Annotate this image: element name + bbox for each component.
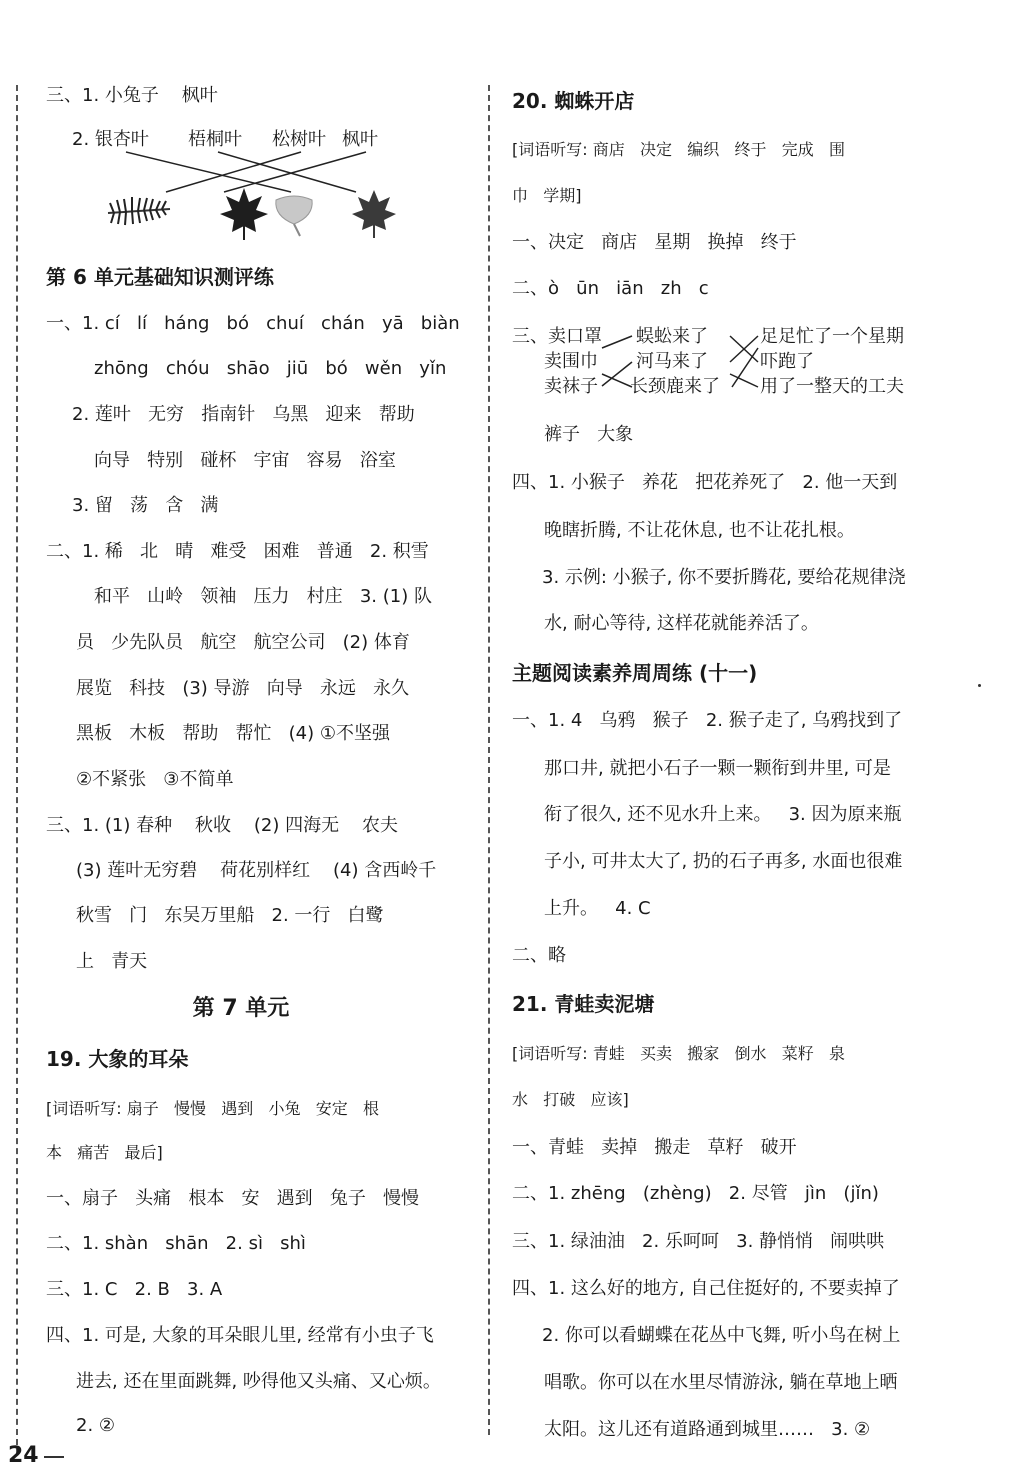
answer-line: 上 青天	[76, 951, 148, 972]
match-item: 长颈鹿来了	[630, 376, 720, 397]
lesson-title: 21. 青蛙卖泥塘	[512, 992, 655, 1016]
answer-line: 一、决定 商店 星期 换掉 终于	[512, 232, 797, 253]
answer-line: 四、1. 这么好的地方, 自己住挺好的, 不要卖掉了	[512, 1278, 900, 1299]
match-item: 卖围巾	[544, 351, 598, 372]
matching-line	[602, 374, 632, 387]
answer-line: 黑板 木板 帮助 帮忙 (4) ①不坚强	[76, 723, 391, 744]
answer-line: 一、青蛙 卖掉 搬走 草籽 破开	[512, 1137, 797, 1158]
pine-branch-icon	[108, 197, 170, 225]
matching-line	[218, 152, 356, 192]
answer-line: 二、略	[512, 945, 566, 966]
match-item: 用了一整天的工夫	[760, 376, 904, 397]
unit-title: 第 7 单元	[192, 996, 290, 1021]
answer-line: 秋雪 门 东吴万里船 2. 一行 白鹭	[76, 905, 384, 926]
matching-label: 枫叶	[342, 129, 378, 150]
matching-line	[126, 152, 291, 192]
answer-line: 那口井, 就把小石子一颗一颗衔到井里, 可是	[544, 758, 891, 779]
answer-line: 四、1. 可是, 大象的耳朵眼儿里, 经常有小虫子飞	[46, 1325, 434, 1346]
answer-line: 裤子 大象	[544, 424, 634, 445]
match-item: 卖袜子	[544, 376, 598, 397]
answer-line: 2. ②	[76, 1415, 116, 1436]
answer-line: 二、1. 稀 北 晴 难受 困难 普通 2. 积雪	[46, 541, 429, 562]
answer-line: 展览 科技 (3) 导游 向导 永远 永久	[76, 678, 410, 699]
dictation-line: 本 痛苦 最后]	[46, 1143, 163, 1162]
answer-line: 三、1. C 2. B 3. A	[46, 1279, 223, 1300]
match-item: 河马来了	[636, 351, 708, 372]
maple-leaf-icon	[352, 190, 396, 238]
answer-line: 唱歌。你可以在水里尽情游泳, 躺在草地上晒	[544, 1372, 898, 1393]
dictation-line: [词语听写: 商店 决定 编织 终于 完成 围	[512, 140, 846, 159]
leaf-matching-figure	[46, 148, 466, 248]
stray-dot	[978, 684, 981, 687]
ginkgo-leaf-icon	[276, 196, 312, 236]
answer-line: ②不紧张 ③不简单	[76, 769, 234, 790]
page-number-dash	[44, 1456, 64, 1458]
answer-line: 进去, 还在里面跳舞, 吵得他又头痛、又心烦。	[76, 1371, 441, 1392]
answer-line: 太阳。这儿还有道路通到城里…… 3. ②	[544, 1419, 871, 1440]
answer-line: 一、1. cí lí háng bó chuí chán yā biàn	[46, 313, 460, 334]
answer-line: 三、1. 小兔子 枫叶	[46, 85, 218, 106]
dictation-line: 水 打破 应该]	[512, 1090, 629, 1109]
answer-line: zhōng chóu shāo jiū bó wěn yǐn	[94, 358, 447, 379]
answer-line: 水, 耐心等待, 这样花就能养活了。	[544, 613, 819, 634]
lesson-title: 19. 大象的耳朵	[46, 1047, 189, 1071]
answer-line: 四、1. 小猴子 养花 把花养死了 2. 他一天到	[512, 472, 898, 493]
answer-line: 三、1. (1) 春种 秋收 (2) 四海无 农夫	[46, 815, 398, 836]
answer-line: 2. 你可以看蝴蝶在花丛中飞舞, 听小鸟在树上	[542, 1325, 901, 1346]
matching-line	[224, 152, 366, 192]
matching-label: 梧桐叶	[188, 129, 242, 150]
maple-leaf-icon	[220, 188, 268, 240]
lesson-title: 20. 蜘蛛开店	[512, 89, 635, 113]
answer-line: 晚瞎折腾, 不让花休息, 也不让花扎根。	[544, 520, 855, 541]
answer-line: 上升。 4. C	[544, 898, 651, 919]
answer-line: 3. 留 荡 含 满	[72, 495, 219, 516]
answer-line: 三、1. 绿油油 2. 乐呵呵 3. 静悄悄 闹哄哄	[512, 1231, 885, 1252]
answer-line: 一、扇子 头痛 根本 安 遇到 兔子 慢慢	[46, 1188, 419, 1209]
answer-line: 衔了很久, 还不见水升上来。 3. 因为原来瓶	[544, 804, 902, 825]
matching-label: 2. 银杏叶	[72, 129, 149, 150]
matching-line	[602, 362, 632, 386]
section-title: 主题阅读素养周周练 (十一)	[512, 661, 758, 685]
match-item: 足足忙了一个星期	[760, 326, 904, 347]
answer-line: 二、1. shàn shān 2. sì shì	[46, 1233, 306, 1254]
page-number: 24	[8, 1443, 39, 1468]
match-item: 吓跑了	[760, 351, 814, 372]
answer-line: 向导 特别 碰杯 宇宙 容易 浴室	[94, 450, 396, 471]
matching-line	[166, 152, 301, 192]
answer-line: 和平 山岭 领袖 压力 村庄 3. (1) 队	[94, 586, 432, 607]
answer-line: 一、1. 4 乌鸦 猴子 2. 猴子走了, 乌鸦找到了	[512, 710, 903, 731]
column-divider	[488, 85, 490, 1435]
answer-line: 员 少先队员 航空 航空公司 (2) 体育	[76, 632, 410, 653]
match-item: 蜈蚣来了	[636, 326, 708, 347]
answer-line: 3. 示例: 小猴子, 你不要折腾花, 要给花规律浇	[542, 567, 906, 588]
matching-line	[602, 336, 632, 348]
match-item: 三、卖口罩	[512, 326, 602, 347]
answer-line: 二、1. zhēng (zhèng) 2. 尽管 jìn (jǐn)	[512, 1183, 879, 1204]
section-title: 第 6 单元基础知识测评练	[46, 265, 274, 289]
answer-line: 子小, 可井太大了, 扔的石子再多, 水面也很难	[544, 851, 903, 872]
dictation-line: [词语听写: 青蛙 买卖 搬家 倒水 菜籽 泉	[512, 1044, 846, 1063]
dictation-line: [词语听写: 扇子 慢慢 遇到 小兔 安定 根	[46, 1099, 380, 1118]
left-margin-line	[16, 85, 18, 1455]
dictation-line: 巾 学期]	[512, 186, 582, 205]
matching-lines	[512, 320, 942, 400]
matching-label: 松树叶	[272, 129, 326, 150]
answer-line: 2. 莲叶 无穷 指南针 乌黑 迎来 帮助	[72, 404, 415, 425]
answer-line: 二、ò ūn iān zh c	[512, 278, 709, 299]
answer-line: (3) 莲叶无穷碧 荷花别样红 (4) 含西岭千	[76, 860, 437, 881]
